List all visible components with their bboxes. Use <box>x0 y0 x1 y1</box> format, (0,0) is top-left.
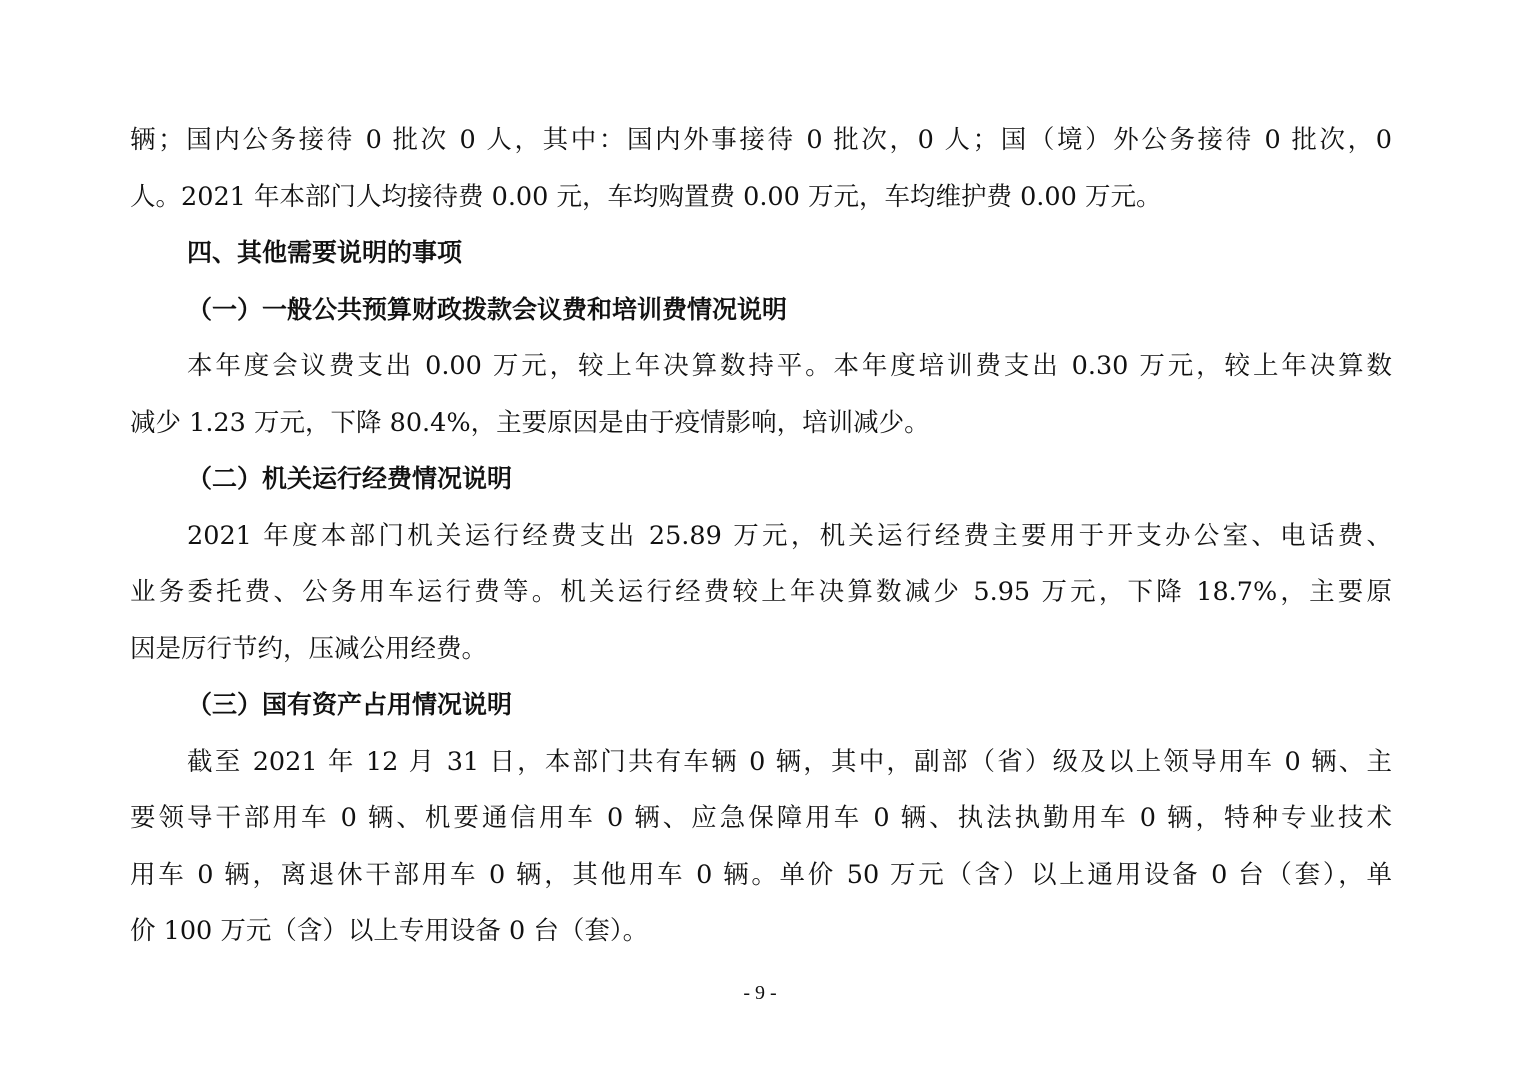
paragraph-line: 辆；国内公务接待 0 批次 0 人，其中：国内外事接待 0 批次，0 人；国（境）外公务接待 0 批次，0 <box>130 125 1392 155</box>
document-body <box>130 112 1392 960</box>
paragraph-line: 用车 0 辆，离退休干部用车 0 辆，其他用车 0 辆。单价 50 万元（含）以上通用设备 0 台（套），单 <box>130 859 1392 890</box>
paragraph-line: 2021 年度本部门机关运行经费支出 25.89 万元，机关运行经费主要用于开支办公室、电话费、 <box>187 520 1392 551</box>
subsection-heading: （三）国有资产占用情况说明 <box>187 690 513 719</box>
paragraph-line: 要领导干部用车 0 辆、机要通信用车 0 辆、应急保障用车 0 辆、执法执勤用车 0 辆，特种专业技术 <box>130 803 1392 833</box>
paragraph-line: 减少 1.23 万元，下降 80.4%，主要原因是由于疫情影响，培训减少。 <box>130 407 930 438</box>
paragraph-line: 业务委托费、公务用车运行费等。机关运行经费较上年决算数减少 5.95 万元，下降 18.7%，主要原 <box>130 577 1392 607</box>
page-number: - 9 - <box>743 982 777 1004</box>
subsection-heading: （二）机关运行经费情况说明 <box>187 464 513 493</box>
paragraph-line: 因是厉行节约，压减公用经费。 <box>130 633 488 664</box>
paragraph-line: 截至 2021 年 12 月 31 日，本部门共有车辆 0 辆，其中，副部（省）级及以上领导用车 0 辆、主 <box>187 746 1392 777</box>
paragraph-line: 本年度会议费支出 0.00 万元，较上年决算数持平。本年度培训费支出 0.30 万元，较上年决算数 <box>187 351 1392 381</box>
subsection-heading: （一）一般公共预算财政拨款会议费和培训费情况说明 <box>187 294 788 324</box>
paragraph-line: 人。2021 年本部门人均接待费 0.00 元，车均购置费 0.00 万元，车均维护费 0.00 万元。 <box>130 181 1162 212</box>
section-heading: 四、其他需要说明的事项 <box>187 238 463 267</box>
paragraph-line: 价 100 万元（含）以上专用设备 0 台（套）。 <box>130 916 649 946</box>
